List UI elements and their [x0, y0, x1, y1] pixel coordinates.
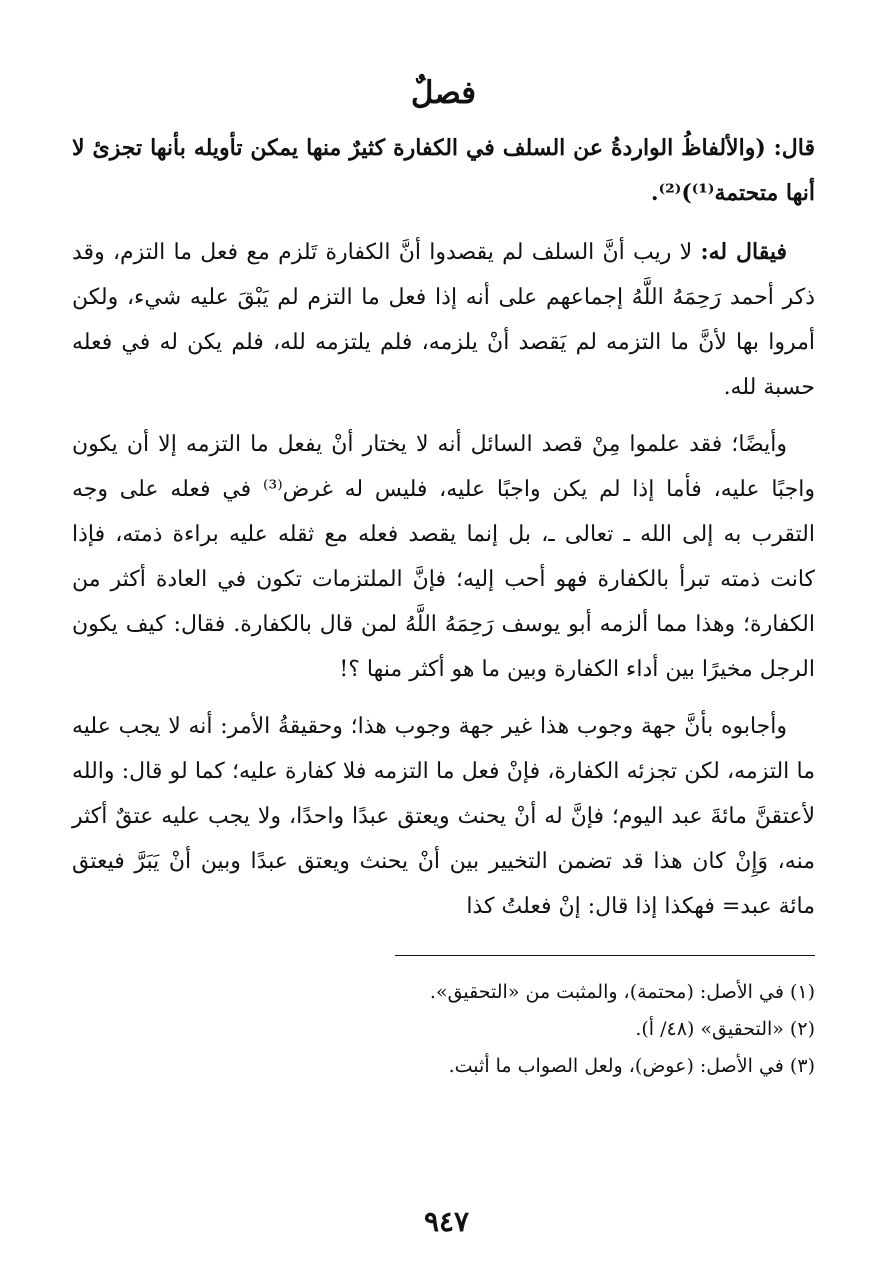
quoted-statement: قال: (والألفاظُ الواردةُ عن السلف في الكفارة كثيرٌ منها يمكن تأويله بأنها تجزئ لا أنها متحتمة⁽¹⁾)⁽²⁾.: [72, 135, 815, 206]
footnote-divider: [395, 955, 815, 956]
paragraph-2: [72, 422, 815, 692]
footnotes: [72, 974, 815, 1085]
paragraph-lead: فيقال له:: [700, 239, 788, 265]
footnote-3: (٣) في الأصل: (عوض)، ولعل الصواب ما أثبت.: [448, 1055, 815, 1077]
paragraph-text: وأجابوه بأنَّ جهة وجوب هذا غير جهة وجوب هذا؛ وحقيقةُ الأمر: أنه لا يجب عليه ما التزمه، لكن تجزئه الكفارة، فإنْ فعل ما التزمه فلا كفارة عليه؛ كما لو قال: والله لأعتقنَّ مائةَ عبد اليوم؛ فإنَّ له أنْ يحنث ويعتق عبدًا واحدًا، ولا يجب عليه عتقٌ أكثر منه، وَإِنْ كان هذا قد تضمن التخيير بين أنْ يحنث ويعتق عبدًا وبين أنْ يَبَرَّ فيعتق مائة عبد= فهكذا إذا قال: إنْ فعلتُ كذا: [72, 714, 815, 919]
paragraph-text: وأيضًا؛ فقد علموا مِنْ قصد السائل أنه لا يختار أنْ يفعل ما التزمه إلا أن يكون واجبًا عليه، فأما إذا لم يكن واجبًا عليه، فليس له غرض⁽³⁾ في فعله على وجه التقرب به إلى الله ـ تعالى ـ، بل إنما يقصد فعله مع ثقله عليه براءة ذمته، فإذا كانت ذمته تبرأ بالكفارة فهو أحب إليه؛ فإنَّ الملتزمات تكون في العادة أكثر من الكفارة؛ وهذا مما ألزمه أبو يوسف رَحِمَهُ اللَّهُ لمن قال بالكفارة. فقال: كيف يكون الرجل مخيرًا بين أداء الكفارة وبين ما هو أكثر منها ؟!: [72, 432, 816, 682]
paragraph-1: [72, 230, 815, 410]
page-number: ٩٤٧: [423, 1205, 470, 1238]
section-title: فصلٌ: [410, 75, 477, 111]
paragraph-text: لا ريب أنَّ السلف لم يقصدوا أنَّ الكفارة تَلزم مع فعل ما التزم، وقد ذكر أحمد رَحِمَهُ اللَّهُ إجماعهم على أنه إذا فعل ما التزم لم يَبْقَ عليه شيء، ولكن أمروا بها لأنَّ ما التزمه لم يَقصد أنْ يلزمه، فلم يلتزمه لله، فلم يكن له في فعله حسبة لله.: [72, 240, 815, 400]
footnote-1: (١) في الأصل: (محتمة)، والمثبت من «التحقيق».: [429, 981, 815, 1003]
paragraph-3: [72, 704, 815, 929]
footnote-2: (٢) «التحقيق» (٤٨/ أ).: [635, 1018, 815, 1040]
